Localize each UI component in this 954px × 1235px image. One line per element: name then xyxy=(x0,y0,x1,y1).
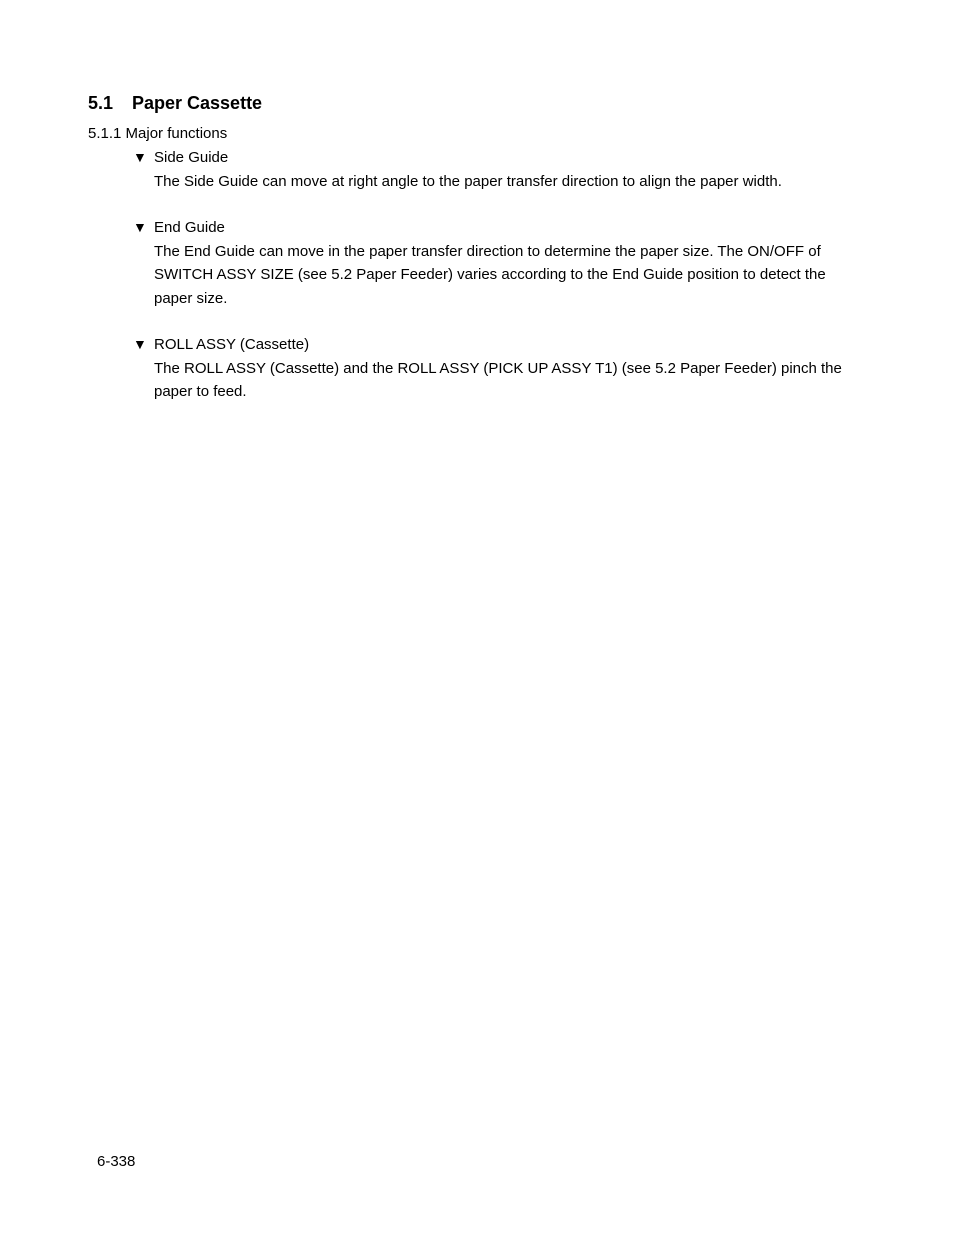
function-item-end-guide xyxy=(133,216,863,310)
item-description: The ROLL ASSY (Cassette) and the ROLL ASSY (PICK UP ASSY T1) (see 5.2 Paper Feeder) pinch the paper to feed. xyxy=(154,359,842,400)
section-number: 5.1 xyxy=(88,93,114,113)
section-heading xyxy=(88,92,262,114)
item-description: The Side Guide can move at right angle to the paper transfer direction to align the paper width. xyxy=(154,172,782,190)
item-title: ROLL ASSY (Cassette) xyxy=(154,336,310,353)
item-title-row xyxy=(133,333,863,357)
function-item-side-guide xyxy=(133,146,863,193)
item-title-row xyxy=(133,216,863,240)
item-title: Side Guide xyxy=(154,149,229,166)
subsection-heading: 5.1.1 Major functions xyxy=(88,125,228,142)
triangle-down-icon: ▼ xyxy=(133,149,147,165)
section-title: Paper Cassette xyxy=(132,93,263,113)
item-title: End Guide xyxy=(154,219,225,236)
triangle-down-icon: ▼ xyxy=(133,336,147,352)
function-item-roll-assy xyxy=(133,333,863,404)
triangle-down-icon: ▼ xyxy=(133,219,147,235)
item-description: The End Guide can move in the paper transfer direction to determine the paper size. The ON/OFF of SWITCH ASSY SIZE (see 5.2 Paper Feeder) varies according to the End Guide position to detect the paper size. xyxy=(154,242,826,307)
page-number: 6-338 xyxy=(97,1153,136,1170)
item-title-row xyxy=(133,146,863,170)
